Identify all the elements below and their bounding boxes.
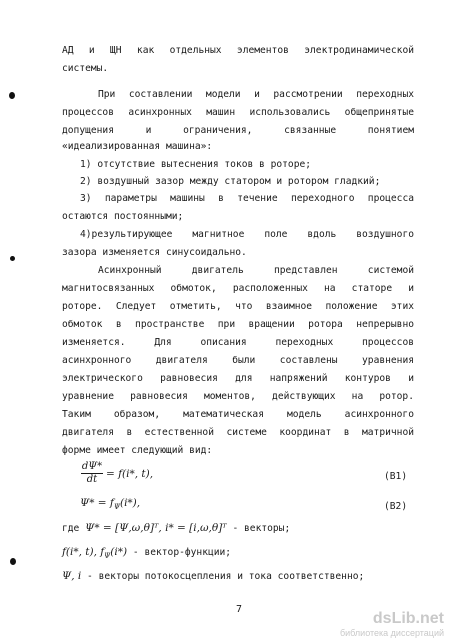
text-line: электрического равновесия для напряжений контуров и — [62, 373, 414, 384]
text-line: Асинхронный двигатель представлен системой — [98, 265, 414, 276]
binder-hole — [10, 558, 16, 565]
text-line: При составлении модели и рассмотрении переходных — [98, 89, 414, 100]
text-line: 3) параметры машины в течение переходного процесса — [80, 193, 414, 204]
text-line: 4)результирующее магнитное поле вдоль воздушного — [80, 229, 414, 240]
function-sub: Ψ — [104, 551, 111, 560]
equation-b1-fraction — [80, 461, 104, 486]
text-line: уравнение равновесия моментов, действующих на ротор. — [62, 391, 414, 402]
text-line: асинхронного двигателя были составлены уравнения — [62, 355, 414, 366]
equation-b2-lhs: Ψ* = f — [80, 497, 114, 509]
psi-math: Ψ, i — [62, 570, 82, 582]
text-line: зазора изменяется синусоидально. — [62, 247, 247, 258]
watermark-subtitle: библиотека диссертаций — [339, 628, 444, 638]
text-line: магнитосвязанных обмоток, расположенных на статоре и — [62, 283, 414, 294]
where-math: Ψ* = [Ψ,ω,θ]ᵀ, i* = [i,ω,θ]ᵀ — [85, 522, 227, 534]
equation-b2-label: (В2) — [384, 501, 408, 512]
function-math: f(i*, t), f — [62, 546, 105, 558]
text-line: системы. — [62, 63, 109, 74]
text-line: АД и ЩН как отдельных элементов электродинамической — [62, 45, 414, 56]
text-line: «идеализированная машина»: — [62, 141, 213, 152]
text-line: 1) отсутствие вытеснения токов в роторе; — [80, 159, 312, 170]
watermark — [340, 610, 444, 638]
binder-hole — [9, 92, 15, 99]
fraction-denominator: dt — [86, 474, 98, 485]
function-line — [62, 546, 414, 563]
where-line — [62, 522, 414, 535]
function-suffix: - вектор-функции; — [132, 547, 232, 558]
text-line: 2) воздушный зазор между статором и ротором гладкий; — [80, 176, 381, 187]
binder-hole — [10, 256, 15, 261]
equation-b1-rhs: = f(i*, t), — [106, 468, 154, 480]
equation-b2 — [80, 497, 140, 514]
text-line: обмоток в пространстве при вращении ротора непрерывно — [62, 319, 414, 330]
where-suffix: - векторы; — [232, 523, 291, 534]
psi-line — [62, 570, 414, 583]
where-prefix: где — [62, 523, 80, 534]
psi-suffix: - векторы потокосцепления и тока соответственно; — [87, 571, 365, 582]
equation-b1-label: (В1) — [384, 471, 408, 482]
equation-b2-sub: Ψ — [113, 503, 120, 512]
fraction-numerator: dΨ* — [81, 461, 103, 472]
equation-b2-rhs: (i*), — [119, 497, 141, 509]
text-line: допущения и ограничения, связанные понятием — [62, 125, 414, 136]
text-line: остаются постоянными; — [62, 211, 184, 222]
text-line: двигателя в естественной системе координат в матричной — [62, 427, 414, 438]
page-number: 7 — [236, 604, 243, 615]
text-line: изменяется. Для описания переходных процессов — [62, 337, 414, 348]
text-line: роторе. Следует отметить, что взаимное положение этих — [62, 301, 414, 312]
text-line: форме имеет следующий вид: — [62, 445, 213, 456]
text-line: процессов асинхронных машин использовались общепринятые — [62, 107, 414, 118]
function-math-2: (i*) — [110, 546, 128, 558]
watermark-brand: dsLib.net — [372, 610, 444, 627]
text-line: Таким образом, математическая модель асинхронного — [62, 409, 414, 420]
